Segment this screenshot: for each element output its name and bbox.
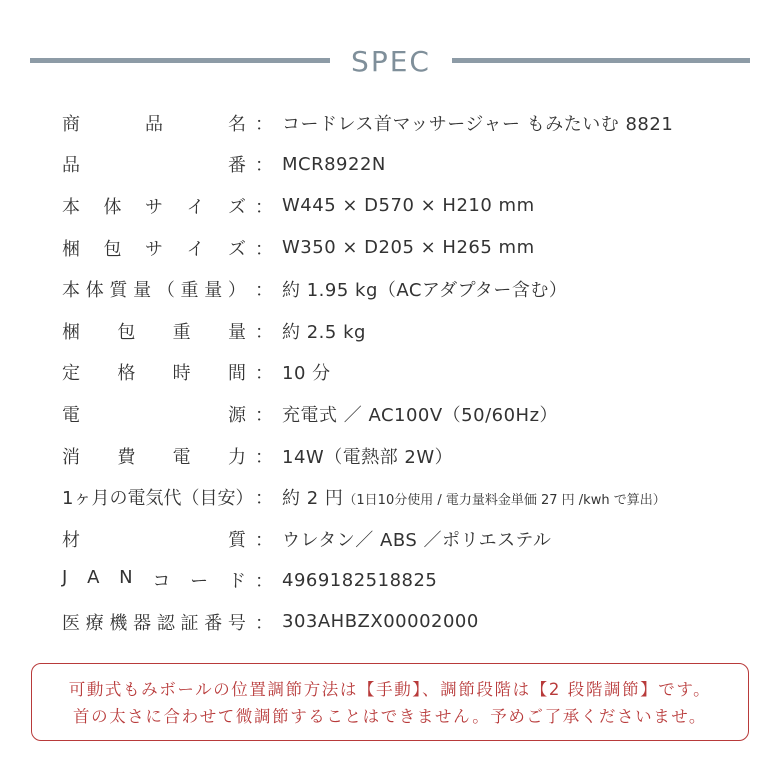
spec-value-main: 約 2.5 kg [282,321,366,343]
spec-label-char: ズ [228,238,246,260]
spec-label-char: 号 [227,612,246,634]
spec-label-char: 源 [228,404,246,426]
spec-value-main: 約 2 円 [282,488,344,510]
spec-row [62,476,762,518]
spec-row [62,601,762,643]
spec-label-char: コ [152,571,171,593]
spec-table [62,102,762,643]
spec-label-char: 器 [133,612,152,634]
spec-label [62,401,246,427]
spec-label-char: 本 [62,280,80,302]
spec-label-char: ー [190,571,209,593]
spec-separator: ： [255,446,273,468]
spec-value-main: 4969182518825 [282,569,438,591]
spec-row [62,144,762,186]
spec-row [62,310,762,352]
notice-line-2: 首の太さに合わせて微調節することはできません。予めご了承くださいませ。 [73,707,707,726]
spec-label [62,276,246,302]
spec-value-main: コードレス首マッサージャー もみたいむ 8821 [282,113,674,135]
spec-label-char: サ [145,238,163,260]
spec-label [62,359,246,385]
spec-value-main: W350 × D205 × H265 mm [282,237,535,259]
spec-label-char: 梱 [62,321,80,343]
spec-separator: ： [255,529,273,551]
spec-separator: ： [255,113,273,135]
spec-value-main: 14W（電熱部 2W） [282,446,454,468]
spec-separator: ： [255,321,273,343]
spec-row [62,518,762,560]
spec-label-char: 重 [172,321,191,343]
spec-separator: ： [255,280,273,302]
spec-label [62,318,246,344]
spec-row [62,185,762,227]
spec-label-char: 本 [62,196,80,218]
spec-value [282,318,366,344]
spec-separator: ： [255,612,273,634]
spec-row [62,102,762,144]
spec-label-char: ド [227,571,246,593]
spec-label-char: 品 [62,155,80,177]
spec-value-main: 303AHBZX00002000 [282,611,479,633]
spec-label [62,193,246,219]
spec-label-char: 電 [62,404,80,426]
spec-label-char: ズ [228,196,246,218]
spec-value-main: 約 1.95 kg（ACアダプター含む） [282,280,568,302]
spec-value-main: 充電式 ／ AC100V（50/60Hz） [282,404,559,426]
spec-label-char: 時 [172,363,191,385]
spec-label-char: 機 [109,612,128,634]
spec-label-char: 量 [204,280,223,302]
spec-label [62,110,246,136]
spec-value [282,359,331,385]
spec-value [282,110,673,136]
header-rule-right [452,58,750,63]
spec-separator: ： [255,404,273,426]
spec-label-char: J [62,567,68,589]
spec-label-char: 力 [227,446,246,468]
spec-label-char: 質 [228,529,246,551]
spec-value-main: 10 分 [282,363,331,385]
spec-row [62,393,762,435]
spec-separator: ： [255,571,273,593]
spec-label-char: 梱 [62,238,80,260]
spec-label-char: 名 [228,113,246,135]
spec-label-char: 体 [103,196,122,218]
spec-label [62,609,246,635]
spec-value [282,195,535,216]
spec-label-char: 療 [85,612,104,634]
spec-value [282,443,453,469]
spec-label-char: 電 [172,446,191,468]
spec-value-note: （1日10分使用 / 電力量料金単価 27 円 /kwh で算出） [343,493,666,509]
spec-label-char: 量 [133,280,152,302]
spec-label-char: 商 [62,113,80,135]
spec-value [282,611,479,632]
spec-value [282,154,386,175]
spec-label-char: 質 [109,280,128,302]
spec-value [282,570,437,591]
spec-separator: ： [255,155,273,177]
spec-label-char: 費 [117,446,136,468]
spec-label-char: サ [145,196,163,218]
spec-row [62,227,762,269]
spec-title: SPEC [351,45,431,78]
spec-label-char: 定 [62,363,80,385]
spec-label [62,567,246,593]
spec-row [62,560,762,602]
spec-row [62,268,762,310]
spec-label-char: イ [186,238,205,260]
spec-value-main: ウレタン／ ABS ／ポリエステル [282,529,552,551]
spec-label-char: 量 [227,321,246,343]
spec-label-char: N [119,567,133,589]
spec-separator: ： [255,196,273,218]
spec-label [62,151,246,177]
spec-separator: ： [255,363,273,385]
spec-value [282,401,558,427]
spec-label-char: ） [227,280,246,302]
spec-label-char: 認 [156,612,175,634]
spec-label-char: 重 [180,280,199,302]
spec-label-char: 格 [117,363,136,385]
spec-value [282,484,666,510]
spec-separator: ： [255,488,273,510]
spec-label [62,526,246,552]
spec-label-char: 1ヶ月の電気代（目安） [62,488,254,510]
spec-label-char: 材 [62,529,80,551]
spec-label-char: 包 [103,238,122,260]
spec-row [62,352,762,394]
adjustment-notice [31,663,749,741]
spec-label-char: イ [186,196,205,218]
spec-row [62,435,762,477]
spec-value [282,526,551,552]
spec-label-char: 包 [117,321,136,343]
spec-label-char: 消 [62,446,80,468]
spec-label-char: 間 [227,363,246,385]
spec-label-char: A [87,567,100,589]
spec-label-char: 品 [145,113,163,135]
spec-value [282,276,567,302]
spec-label-char: 番 [228,155,246,177]
spec-label [62,443,246,469]
spec-label-char: 番 [204,612,223,634]
spec-separator: ： [255,238,273,260]
header-rule-left [30,58,330,63]
spec-value-main: W445 × D570 × H210 mm [282,195,535,217]
spec-label [62,484,254,510]
notice-line-1: 可動式もみボールの位置調節方法は【手動】、調節段階は【2 段階調節】です。 [68,680,712,699]
spec-label-char: 医 [62,612,80,634]
spec-label-char: （ [156,280,175,302]
spec-label [62,235,246,261]
spec-value-main: MCR8922N [282,153,386,175]
spec-label-char: 体 [85,280,104,302]
spec-value [282,237,535,258]
spec-header [0,42,780,82]
spec-label-char: 証 [180,612,199,634]
